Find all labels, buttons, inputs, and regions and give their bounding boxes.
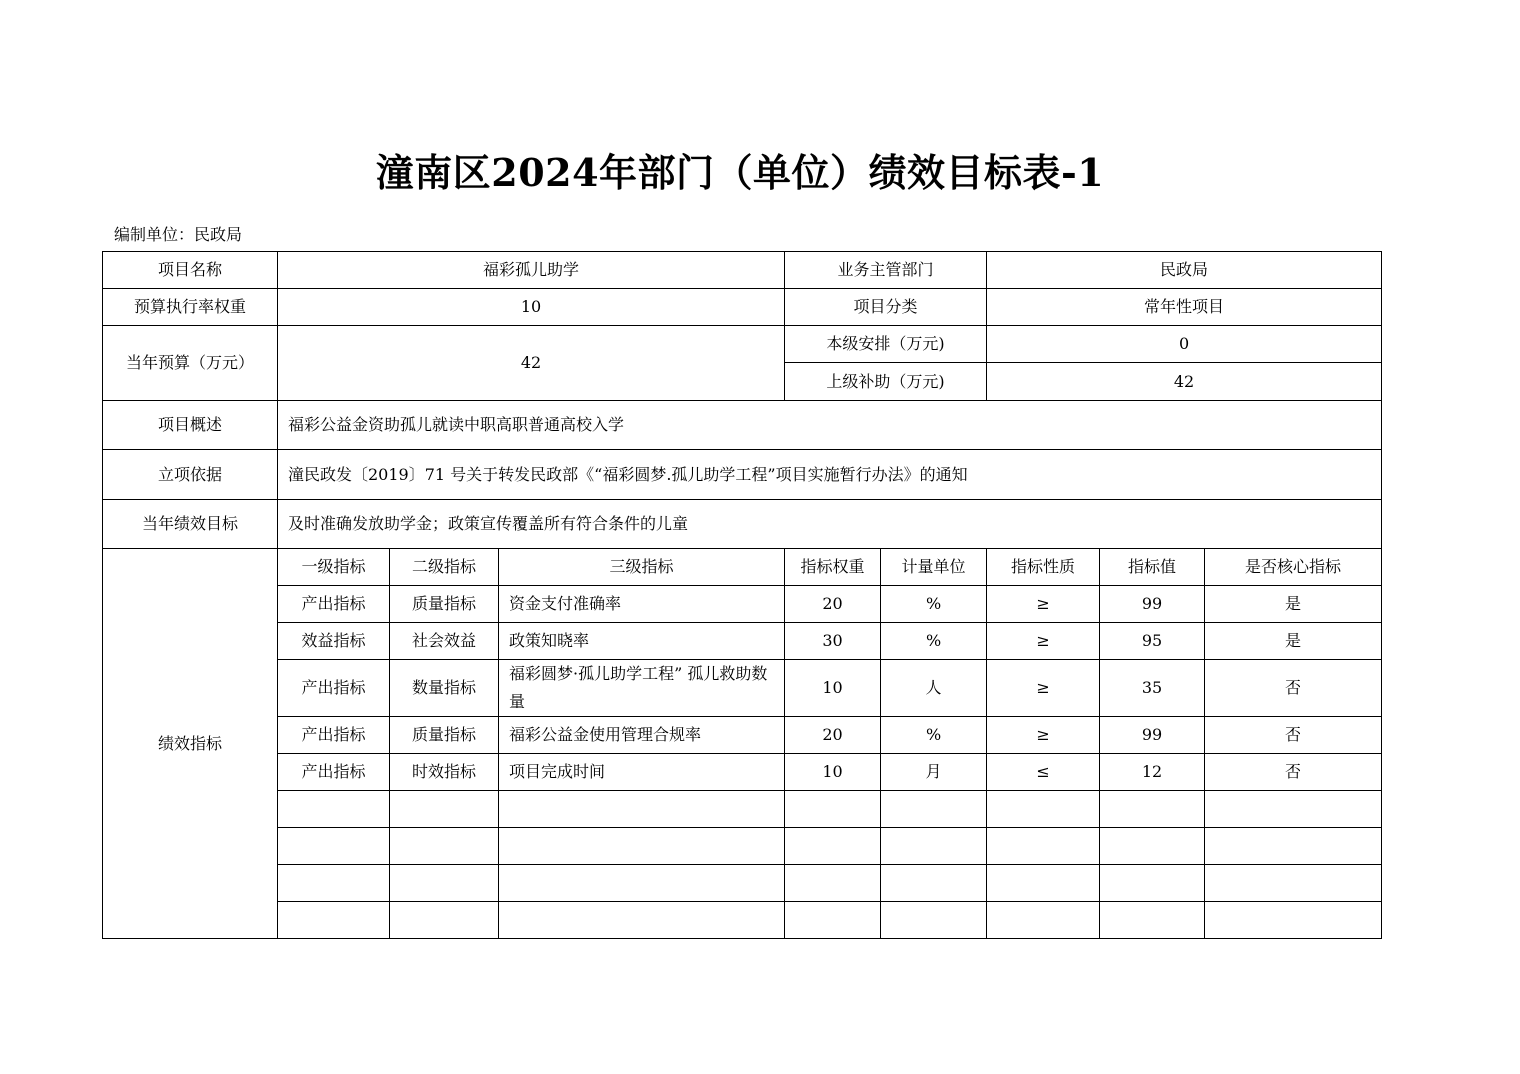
weight-value: 10 — [278, 289, 785, 326]
value-cell: 99 — [1100, 717, 1205, 754]
level2-cell: 社会效益 — [390, 623, 499, 660]
compiling-unit: 编制单位：民政局 — [114, 225, 243, 244]
unit-cell: 月 — [881, 754, 987, 791]
table-row — [103, 289, 1382, 326]
basis-label: 立项依据 — [103, 450, 278, 500]
level1-cell: 产出指标 — [278, 717, 390, 754]
core-cell: 否 — [1205, 660, 1382, 717]
level1-cell: 产出指标 — [278, 586, 390, 623]
level2-cell: 数量指标 — [390, 660, 499, 717]
empty-row — [103, 902, 1382, 939]
nature-cell: ≤ — [987, 754, 1100, 791]
nature-cell: ≥ — [987, 623, 1100, 660]
level3-cell: 资金支付准确率 — [499, 586, 785, 623]
core-cell: 否 — [1205, 717, 1382, 754]
upper-label: 上级补助（万元) — [785, 363, 987, 401]
unit-cell: % — [881, 586, 987, 623]
weight-label: 预算执行率权重 — [103, 289, 278, 326]
header-cell: 二级指标 — [390, 549, 499, 586]
performance-table — [102, 251, 1382, 939]
level2-cell: 质量指标 — [390, 586, 499, 623]
empty-row — [103, 828, 1382, 865]
upper-value: 42 — [987, 363, 1382, 401]
budget-value: 42 — [278, 326, 785, 401]
local-label: 本级安排（万元) — [785, 326, 987, 363]
core-cell: 是 — [1205, 586, 1382, 623]
weight-cell: 10 — [785, 660, 881, 717]
value-cell: 12 — [1100, 754, 1205, 791]
header-cell: 指标性质 — [987, 549, 1100, 586]
level3-cell: 项目完成时间 — [499, 754, 785, 791]
level3-cell: 政策知晓率 — [499, 623, 785, 660]
indicators-section-label: 绩效指标 — [103, 549, 278, 939]
project-name-value: 福彩孤儿助学 — [278, 252, 785, 289]
local-value: 0 — [987, 326, 1382, 363]
weight-cell: 10 — [785, 754, 881, 791]
weight-cell: 30 — [785, 623, 881, 660]
weight-cell: 20 — [785, 717, 881, 754]
goal-label: 当年绩效目标 — [103, 500, 278, 549]
header-cell: 一级指标 — [278, 549, 390, 586]
dept-value: 民政局 — [987, 252, 1382, 289]
indicator-header-row — [103, 549, 1382, 586]
level2-cell: 时效指标 — [390, 754, 499, 791]
level3-cell: 福彩公益金使用管理合规率 — [499, 717, 785, 754]
nature-cell: ≥ — [987, 660, 1100, 717]
level1-cell: 产出指标 — [278, 754, 390, 791]
header-cell: 是否核心指标 — [1205, 549, 1382, 586]
basis-value: 潼民政发〔2019〕71 号关于转发民政部《“福彩圆梦.孤儿助学工程”项目实施暂行办法》的通知 — [278, 450, 1382, 500]
header-cell: 指标值 — [1100, 549, 1205, 586]
dept-label: 业务主管部门 — [785, 252, 987, 289]
empty-row — [103, 791, 1382, 828]
level1-cell: 产出指标 — [278, 660, 390, 717]
core-cell: 否 — [1205, 754, 1382, 791]
indicator-row — [103, 717, 1382, 754]
project-name-label: 项目名称 — [103, 252, 278, 289]
header-cell: 三级指标 — [499, 549, 785, 586]
empty-row — [103, 865, 1382, 902]
indicator-row — [103, 586, 1382, 623]
table-row — [103, 500, 1382, 549]
unit-cell: 人 — [881, 660, 987, 717]
core-cell: 是 — [1205, 623, 1382, 660]
page-title: 潼南区2024年部门（单位）绩效目标表-1 — [375, 150, 1105, 195]
budget-label: 当年预算（万元） — [103, 326, 278, 401]
table-row — [103, 450, 1382, 500]
nature-cell: ≥ — [987, 717, 1100, 754]
unit-cell: % — [881, 623, 987, 660]
overview-label: 项目概述 — [103, 401, 278, 450]
level3-cell: 福彩圆梦·孤儿助学工程” 孤儿救助数量 — [499, 660, 785, 717]
level2-cell: 质量指标 — [390, 717, 499, 754]
category-value: 常年性项目 — [987, 289, 1382, 326]
goal-value: 及时准确发放助学金；政策宣传覆盖所有符合条件的儿童 — [278, 500, 1382, 549]
header-cell: 计量单位 — [881, 549, 987, 586]
nature-cell: ≥ — [987, 586, 1100, 623]
value-cell: 95 — [1100, 623, 1205, 660]
value-cell: 99 — [1100, 586, 1205, 623]
overview-value: 福彩公益金资助孤儿就读中职高职普通高校入学 — [278, 401, 1382, 450]
level1-cell: 效益指标 — [278, 623, 390, 660]
weight-cell: 20 — [785, 586, 881, 623]
value-cell: 35 — [1100, 660, 1205, 717]
table-row — [103, 252, 1382, 289]
table-row — [103, 401, 1382, 450]
indicator-row — [103, 623, 1382, 660]
table-row — [103, 326, 1382, 363]
indicator-row — [103, 660, 1382, 717]
unit-cell: % — [881, 717, 987, 754]
header-cell: 指标权重 — [785, 549, 881, 586]
category-label: 项目分类 — [785, 289, 987, 326]
indicator-row — [103, 754, 1382, 791]
